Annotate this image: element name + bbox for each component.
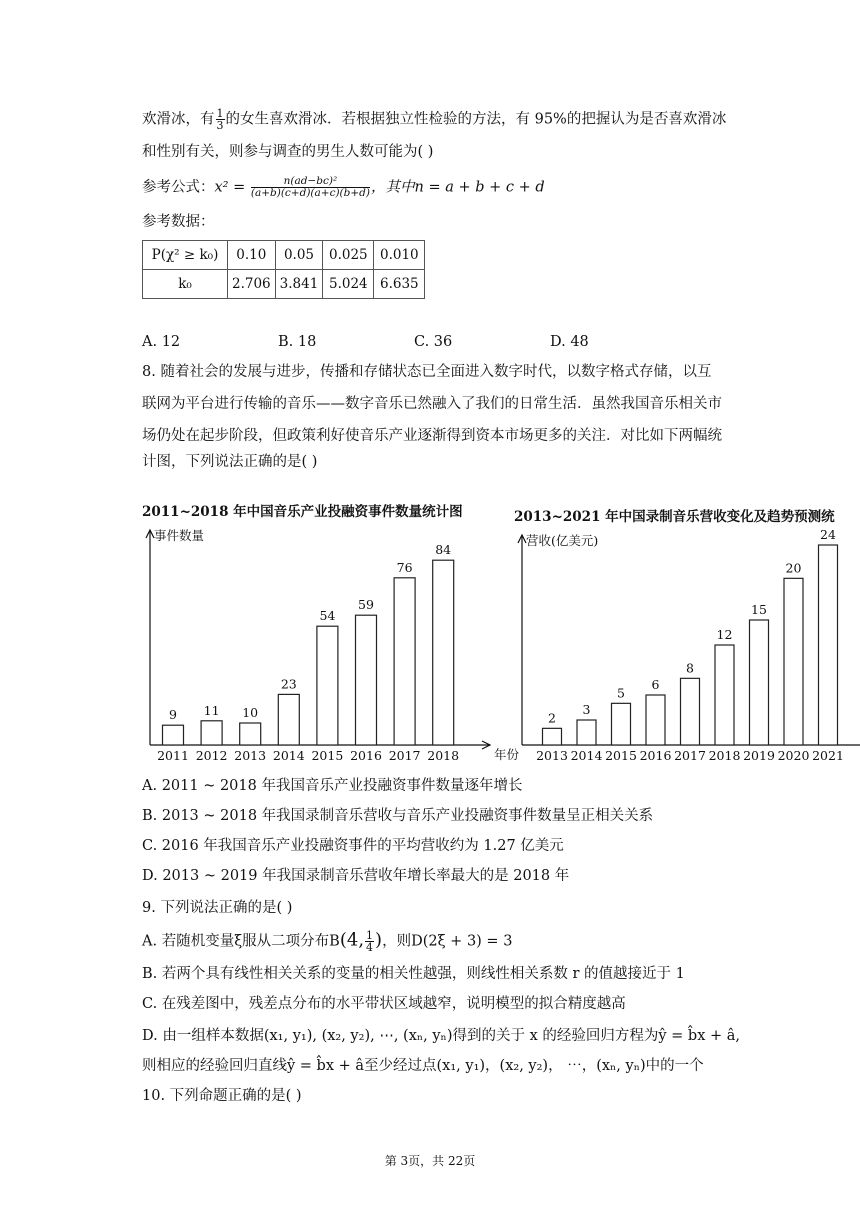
bar-chart-2	[510, 505, 860, 772]
y-axis-label: 营收(亿美元)	[526, 533, 599, 548]
table-row	[143, 241, 425, 270]
frac-numerator: 1	[216, 107, 224, 120]
x-tick-label: 2016	[639, 748, 672, 763]
bar	[577, 720, 596, 745]
table-cell: 0.025	[323, 241, 374, 270]
fraction-one-quarter	[365, 930, 374, 953]
bar	[278, 694, 299, 745]
q8-option-d: D. 2013 ~ 2019 年我国录制音乐营收年增长率最大的是 2018 年	[142, 868, 570, 884]
data-label: 12	[716, 627, 733, 642]
formula-tail: ，其中n = a + b + c + d	[371, 179, 545, 196]
bar	[715, 645, 734, 745]
data-label: 2	[548, 710, 556, 726]
q10-stem: 10. 下列命题正确的是( )	[142, 1088, 302, 1104]
option-d: D. 48	[550, 334, 589, 350]
formula-numerator: n(ad−bc)²	[251, 176, 370, 188]
formula-fraction	[251, 176, 370, 199]
x-tick-label: 2012	[195, 748, 228, 763]
x-tick-label: 2015	[605, 748, 637, 763]
option-c: C. 36	[414, 334, 453, 350]
table-cell: 5.024	[323, 270, 374, 299]
data-label: 59	[358, 597, 374, 613]
x-tick-label: 2019	[743, 748, 775, 763]
formula-line	[142, 176, 545, 199]
q7-line-1	[142, 108, 726, 131]
bar	[543, 728, 562, 745]
q7-line-2: 和性别有关，则参与调查的男生人数可能为( )	[142, 144, 434, 160]
x-tick-label: 2016	[350, 748, 382, 763]
data-label: 20	[785, 560, 802, 576]
bar	[784, 578, 803, 745]
data-label: 5	[617, 685, 625, 701]
bar	[819, 545, 838, 745]
data-label: 3	[582, 702, 591, 717]
x-tick-label: 2017	[674, 748, 706, 763]
chart-title: 2011~2018 年中国音乐产业投融资事件数量统计图	[142, 504, 463, 520]
x-tick-label: 2013	[536, 748, 568, 763]
frac-denominator: 3	[216, 119, 224, 132]
q7-text: 的女生喜欢滑冰．若根据独立性检验的方法，有 95%的把握认为是否喜欢滑冰	[225, 111, 727, 128]
formula-lhs: x² =	[214, 179, 250, 196]
q9-option-b: B. 若两个具有线性相关关系的变量的相关性越强，则线性相关系数 r 的值越接近于 1	[142, 966, 685, 982]
q9-option-a-text: ，则D(2ξ + 3) = 3	[382, 933, 513, 950]
frac-denominator: 4	[366, 941, 374, 954]
x-tick-label: 2014	[272, 748, 305, 763]
fraction-one-third	[216, 108, 225, 131]
x-axis-label: 年份	[494, 747, 520, 762]
x-tick-label: 2020	[777, 748, 810, 763]
option-b: B. 18	[278, 334, 317, 350]
data-label: 8	[686, 660, 694, 676]
bar	[394, 578, 415, 745]
q8-option-a: A. 2011 ~ 2018 年我国音乐产业投融资事件数量逐年增长	[142, 778, 523, 794]
bar	[356, 615, 377, 745]
page-footer: 第 3页，共 22页	[384, 1154, 476, 1168]
x-tick-label: 2021	[812, 748, 844, 763]
paren-open: (4,	[339, 929, 365, 951]
table-cell: 0.10	[228, 241, 276, 270]
table-row	[143, 270, 425, 299]
data-label: 15	[751, 602, 767, 617]
table-cell: 3.841	[275, 270, 323, 299]
q9-option-a	[142, 930, 512, 953]
q8-line: 场仍处在起步阶段，但政策利好使音乐产业逐渐得到资本市场更多的关注．对比如下两幅统	[142, 428, 722, 444]
table-cell: 2.706	[228, 270, 276, 299]
bar-chart-1	[140, 500, 520, 772]
x-tick-label: 2015	[311, 748, 344, 763]
data-label: 6	[651, 677, 660, 692]
frac-numerator: 1	[366, 929, 374, 942]
x-tick-label: 2018	[427, 748, 460, 763]
bar	[240, 723, 261, 745]
table-cell: 0.010	[374, 241, 425, 270]
x-tick-label: 2011	[157, 748, 189, 763]
reference-table	[142, 240, 425, 299]
q8-line: 8. 随着社会的发展与进步，传播和存储状态已全面进入数字时代，以数字格式存储，以互	[142, 364, 712, 380]
q9-option-a-text: A. 若随机变量ξ服从二项分布B	[142, 933, 340, 950]
x-tick-label: 2017	[388, 748, 421, 763]
bar	[317, 626, 338, 745]
data-label: 9	[169, 707, 177, 723]
data-label: 参考数据：	[142, 214, 215, 230]
bar	[433, 560, 454, 745]
q7-text: 欢滑冰，有	[142, 111, 215, 128]
table-cell: 0.05	[275, 241, 323, 270]
bar	[201, 721, 222, 745]
table-cell: P(χ² ≥ k₀)	[143, 241, 228, 270]
data-label: 11	[203, 702, 220, 718]
bar	[612, 703, 631, 745]
q8-line: 联网为平台进行传输的音乐——数字音乐已然融入了我们的日常生活．虽然我国音乐相关市	[142, 396, 722, 412]
bar	[646, 695, 665, 745]
data-label: 24	[820, 527, 836, 542]
q8-option-c: C. 2016 年我国音乐产业投融资事件的平均营收约为 1.27 亿美元	[142, 838, 564, 854]
q9-option-d-cont: 则相应的经验回归直线ŷ = b̂x + â至少经过点(x₁, y₁)，(x₂, y₂)， ⋯，(xₙ, yₙ)中的一个	[142, 1058, 704, 1074]
data-label: 54	[319, 608, 336, 624]
option-a: A. 12	[142, 334, 181, 350]
table-cell: k₀	[143, 270, 228, 299]
data-label: 23	[280, 676, 297, 692]
y-axis-label: 事件数量	[154, 528, 205, 543]
chart-investment-events	[140, 500, 520, 772]
formula-label: 参考公式：	[142, 179, 215, 196]
q8-option-b: B. 2013 ~ 2018 年我国录制音乐营收与音乐产业投融资事件数量呈正相关关系	[142, 808, 654, 824]
data-label: 76	[396, 559, 413, 575]
q9-option-c: C. 在残差图中，残差点分布的水平带状区域越窄，说明模型的拟合精度越高	[142, 996, 626, 1012]
x-tick-label: 2018	[708, 748, 741, 763]
bar	[163, 725, 184, 745]
q9-stem: 9. 下列说法正确的是( )	[142, 900, 293, 916]
formula-denominator: (a+b)(c+d)(a+c)(b+d)	[250, 187, 370, 199]
q8-line: 计图，下列说法正确的是( )	[142, 454, 318, 470]
data-label: 10	[242, 705, 259, 720]
x-tick-label: 2014	[570, 748, 603, 763]
chart-title: 2013~2021 年中国录制音乐营收变化及趋势预测统	[514, 509, 835, 525]
chart-recorded-music-revenue	[510, 505, 860, 772]
data-label: 84	[435, 542, 452, 558]
paren-close: )	[375, 929, 383, 951]
bar	[750, 620, 769, 745]
x-tick-label: 2013	[234, 748, 267, 763]
table-cell: 6.635	[374, 270, 425, 299]
q9-option-d: D. 由一组样本数据(x₁, y₁), (x₂, y₂), ⋯, (xₙ, yₙ)得到的关于 x 的经验回归方程为ŷ = b̂x + â,	[142, 1028, 741, 1044]
bar	[681, 678, 700, 745]
